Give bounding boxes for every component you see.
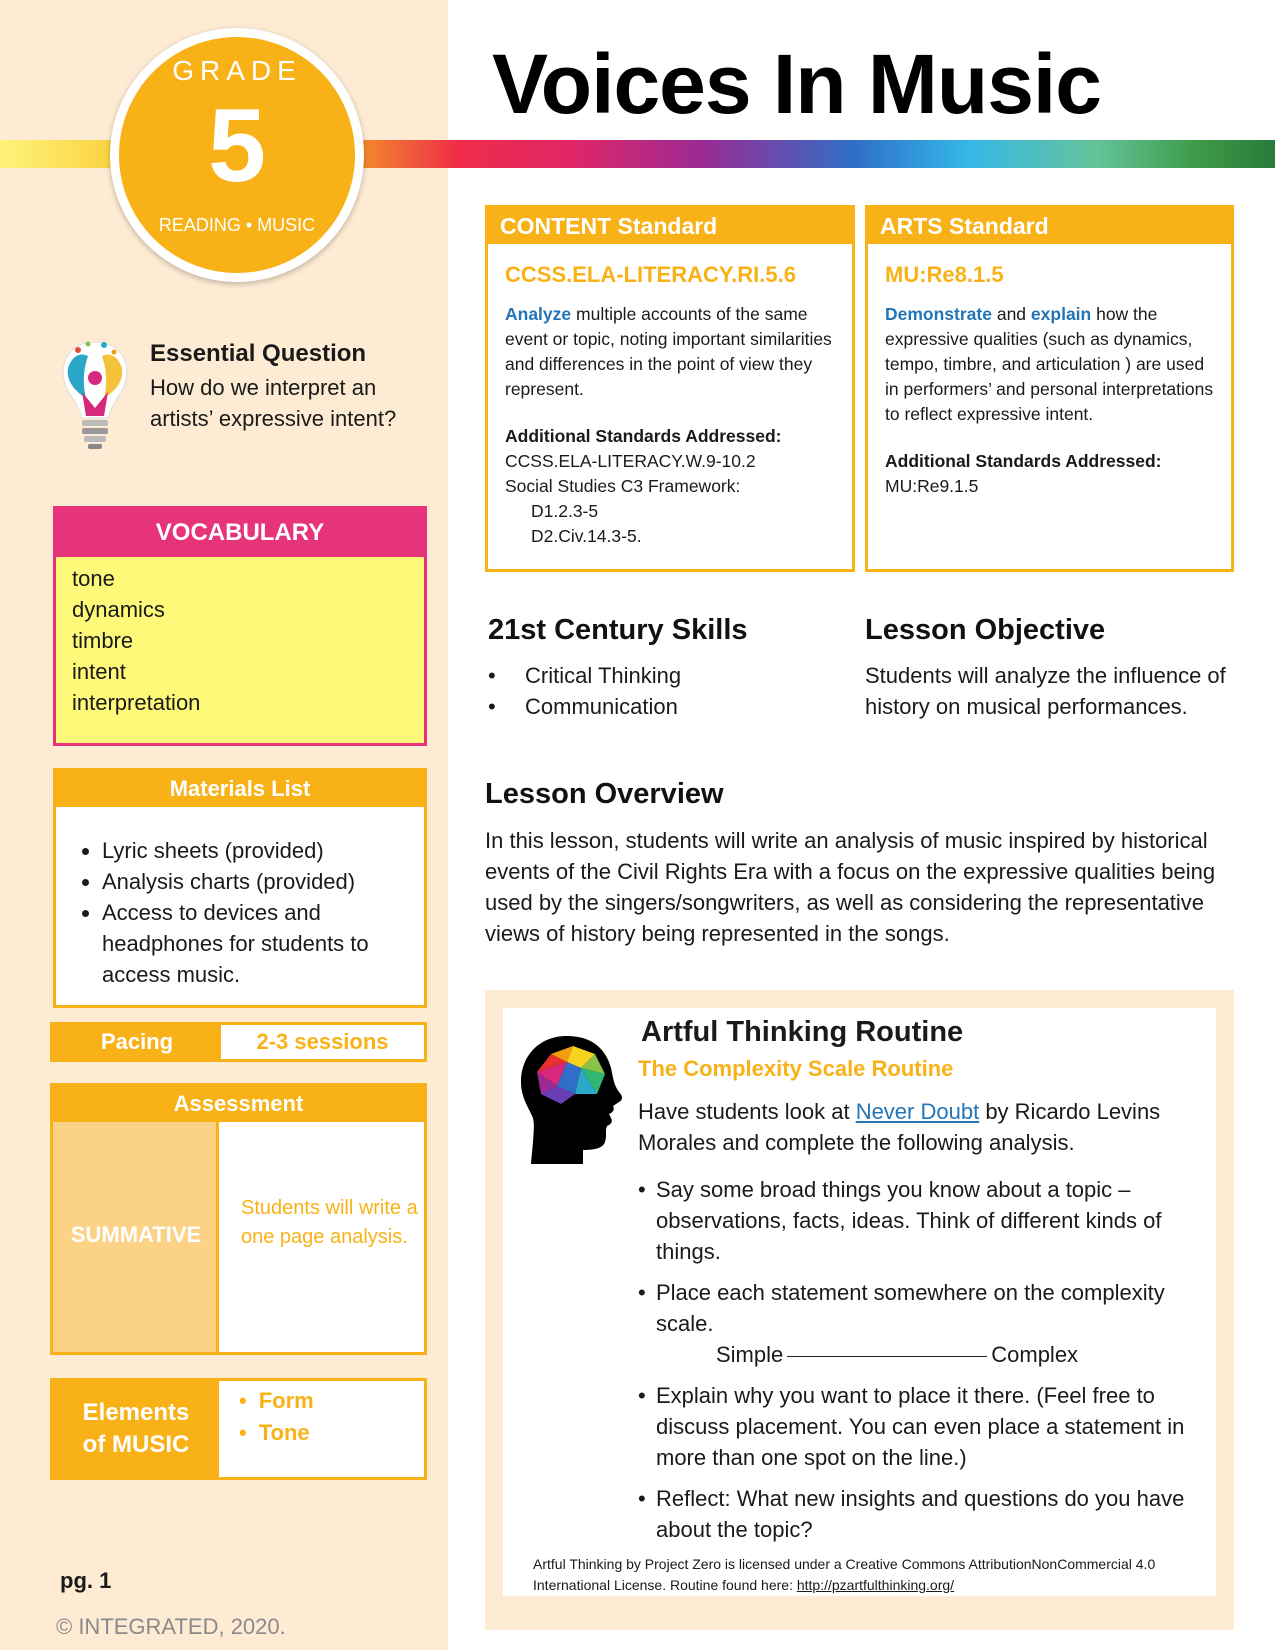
never-doubt-link[interactable]: Never Doubt xyxy=(855,1099,980,1124)
arts-standard-keyword: explain xyxy=(1030,304,1092,324)
content-standard-keyword: Analyze xyxy=(505,304,572,324)
elements-item: • Tone xyxy=(239,1417,314,1449)
arts-additional-item: MU:Re9.1.5 xyxy=(885,476,979,496)
artful-subtitle: The Complexity Scale Routine xyxy=(638,1056,954,1081)
copyright: © INTEGRATED, 2020. xyxy=(56,1614,286,1639)
assessment-box xyxy=(50,1083,427,1355)
essential-question-title: Essential Question xyxy=(150,340,367,367)
content-standard-body xyxy=(488,288,852,549)
arts-standard-text xyxy=(885,302,1217,427)
elements-list xyxy=(239,1385,314,1449)
artful-thinking-inner xyxy=(503,1008,1216,1596)
artful-thinking-box xyxy=(485,990,1234,1630)
scale-right: Complex xyxy=(991,1342,1079,1367)
skills-list xyxy=(488,660,681,722)
artful-intro-text: Have students look at xyxy=(638,1099,856,1124)
materials-item: • Lyric sheets (provided) xyxy=(102,835,414,866)
materials-item: • Analysis charts (provided) xyxy=(102,866,414,897)
content-standard-title: CONTENT Standard xyxy=(488,208,852,244)
grade-badge xyxy=(110,28,364,282)
skills-item: • Communication xyxy=(488,691,681,722)
arts-additional-title: Additional Standards Addressed: xyxy=(885,451,1162,471)
vocabulary-item: interpretation xyxy=(72,690,201,715)
scale-line-divider xyxy=(787,1356,987,1357)
arts-standard-description: how the expressive qualities (such as dynamics, tempo, timbre, and articulation ) are used in performers’ and personal interpretations to reflect expressive intent. xyxy=(885,304,1214,424)
objective-title: Lesson Objective xyxy=(865,614,1106,646)
content-additional-subitem: D1.2.3-5 xyxy=(531,501,599,521)
content-standard-box xyxy=(485,205,855,572)
vocabulary-item: intent xyxy=(72,659,126,684)
essential-question-text: How do we interpret an artists’ expressive intent? xyxy=(150,375,397,431)
assessment-type-cell xyxy=(53,1122,219,1352)
elements-label xyxy=(53,1381,219,1477)
vocabulary-item: timbre xyxy=(72,628,134,653)
pacing-box xyxy=(50,1022,427,1062)
materials-list xyxy=(56,807,424,990)
scale-left: Simple xyxy=(716,1342,784,1367)
grade-number: 5 xyxy=(208,88,266,204)
content-standard-code: CCSS.ELA-LITERACY.RI.5.6 xyxy=(505,262,796,287)
pacing-value: 2-3 sessions xyxy=(256,1029,389,1054)
arts-standard-keyword: Demonstrate xyxy=(885,304,992,324)
materials-title: Materials List xyxy=(56,771,424,807)
artful-steps xyxy=(638,1174,1198,1555)
artful-step: • Say some broad things you know about a topic – observations, facts, ideas. Think of different kinds of things. xyxy=(638,1174,1198,1267)
skills-item: • Critical Thinking xyxy=(488,660,681,691)
arts-standard-box xyxy=(865,205,1234,572)
grade-subjects: READING • MUSIC xyxy=(158,215,316,235)
vocabulary-list xyxy=(56,557,424,718)
credit-text: Artful Thinking by Project Zero is licensed under a Creative Commons AttributionNonCommercial 4.0 International License. Routine found here: xyxy=(533,1556,1156,1593)
grade-badge-circle xyxy=(119,37,355,273)
head-brain-icon xyxy=(517,1032,629,1168)
objective-text: Students will analyze the influence of history on musical performances. xyxy=(865,663,1226,719)
arts-standard-body xyxy=(868,288,1231,499)
content-additional-item: CCSS.ELA-LITERACY.W.9-10.2 xyxy=(505,451,756,471)
elements-label-line2: of MUSIC xyxy=(82,1431,190,1458)
pacing-label: Pacing xyxy=(53,1025,221,1059)
materials-item: • Access to devices and headphones for students to access music. xyxy=(102,897,414,990)
artful-intro-text: by Ricardo Levins Morales and complete the following analysis. xyxy=(638,1099,1161,1155)
assessment-type: SUMMATIVE xyxy=(70,1222,202,1247)
arts-standard-code: MU:Re8.1.5 xyxy=(885,262,1004,287)
content-standard-description: multiple accounts of the same event or topic, noting important similarities and differences in the point of view they represent. xyxy=(505,304,832,399)
overview-title: Lesson Overview xyxy=(485,778,724,810)
assessment-text: Students will write a one page analysis. xyxy=(241,1197,418,1248)
page-title: Voices In Music xyxy=(492,37,1101,131)
skills-title: 21st Century Skills xyxy=(488,614,748,646)
materials-box xyxy=(53,768,427,1008)
page-number: pg. 1 xyxy=(60,1568,112,1593)
artful-title: Artful Thinking Routine xyxy=(641,1016,964,1048)
vocabulary-title: VOCABULARY xyxy=(56,509,424,557)
grade-label: GRADE xyxy=(172,55,302,86)
overview-text: In this lesson, students will write an analysis of music inspired by historical events of the Civil Rights Era with a focus on the expressive qualities being used by the singers/songwriters, as well as considering the representative views of history being represented in the songs. xyxy=(485,828,1216,946)
elements-item: • Form xyxy=(239,1385,314,1417)
content-additional-subitem: D2.Civ.14.3-5. xyxy=(531,526,642,546)
content-additional-item: Social Studies C3 Framework: xyxy=(505,476,741,496)
complexity-scale xyxy=(656,1339,1198,1370)
content-additional-title: Additional Standards Addressed: xyxy=(505,426,782,446)
pzartfulthinking-link[interactable]: http://pzartfulthinking.org/ xyxy=(796,1577,955,1593)
arts-standard-connector: and xyxy=(991,304,1031,324)
artful-step: • Explain why you want to place it there. (Feel free to discuss placement. You can even place a statement in more than one spot on the line.) xyxy=(638,1380,1198,1473)
elements-box xyxy=(50,1378,427,1480)
artful-step-text: • Place each statement somewhere on the complexity scale. xyxy=(656,1280,1165,1336)
elements-label-line1: Elements xyxy=(82,1399,190,1426)
artful-intro xyxy=(638,1096,1198,1158)
lightbulb-people-icon xyxy=(58,338,132,458)
vocabulary-box xyxy=(53,506,427,746)
artful-credit xyxy=(533,1554,1203,1596)
artful-step: • Reflect: What new insights and questions do you have about the topic? xyxy=(638,1483,1198,1545)
arts-standard-title: ARTS Standard xyxy=(868,208,1231,244)
content-standard-text xyxy=(505,302,838,402)
vocabulary-item: tone xyxy=(72,566,115,591)
artful-step xyxy=(638,1277,1198,1370)
assessment-title: Assessment xyxy=(53,1086,424,1122)
vocabulary-item: dynamics xyxy=(72,597,165,622)
